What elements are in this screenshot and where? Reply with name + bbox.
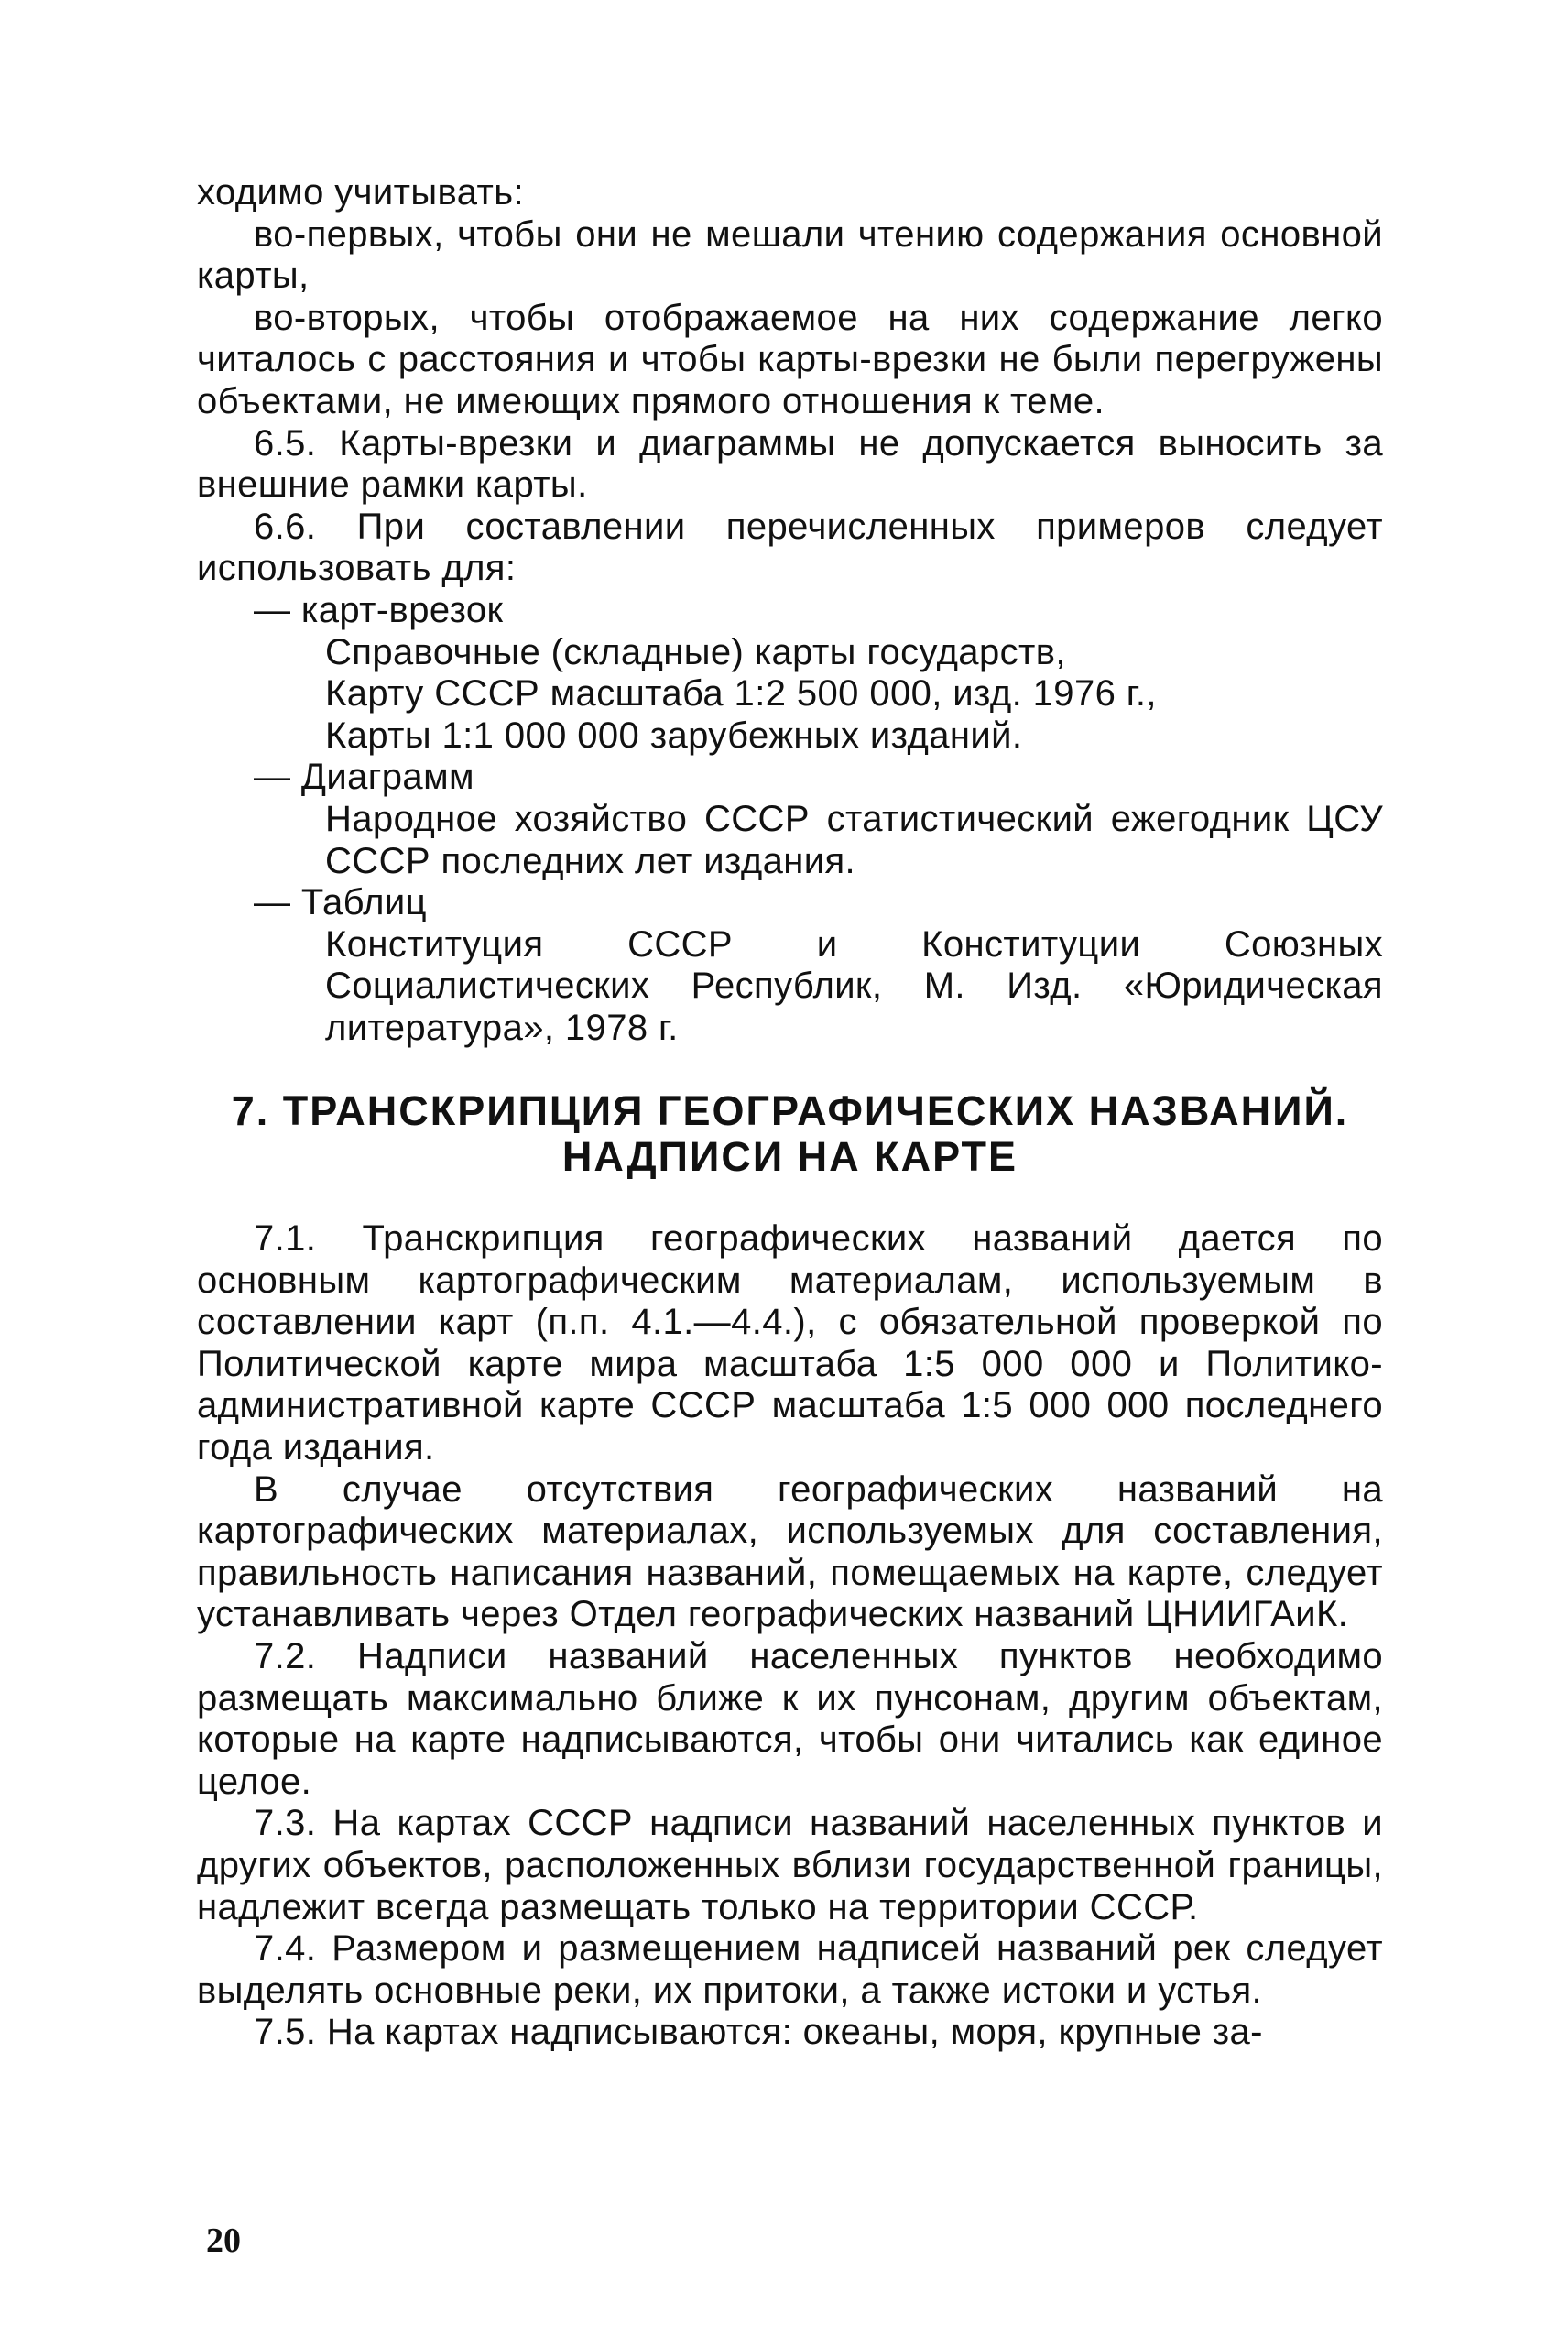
paragraph-7-2: 7.2. Надписи названий населенных пунктов необходимо размещать максимально ближе к их пунсонам, другим объектам, которые на карте надписываются, чтобы они читались как единое целое. (197, 1635, 1383, 1802)
list-item-foreign-maps: Карты 1:1 000 000 зарубежных изданий. (325, 715, 1023, 756)
list-item-constitution: Конституция СССР и Конституции Союзных Социалистических Республик, М. Изд. «Юридическая литература», 1978 г. (325, 923, 1383, 1048)
page-number: 20 (206, 2221, 241, 2260)
paragraph-7-3: 7.3. На картах СССР надписи названий населенных пунктов и других объектов, расположенных вблизи государственной границы, надлежит всегда размещать только на территории СССР. (197, 1803, 1383, 1927)
paragraph-7-1-continued: В случае отсутствия географических названий на картографических материалах, используемых для составления, правильность написания названий, помещаемых на карте, следует устанавливать через Отдел географических названий ЦНИИГАиК. (197, 1468, 1383, 1635)
continuation-line: ходимо учитывать: (197, 172, 524, 213)
paragraph-7-4: 7.4. Размером и размещением надписей названий рек следует выделять основные реки, их притоки, а также истоки и устья. (197, 1928, 1383, 2011)
list-dash-inset-maps: — карт-врезок (254, 589, 504, 630)
section-6-text (197, 172, 1383, 1049)
list-item-ussr-map: Карту СССР масштаба 1:2 500 000, изд. 1976 г., (325, 673, 1157, 715)
list-dash-diagrams: — Диаграмм (254, 757, 474, 798)
heading-line-1: 7. ТРАНСКРИПЦИЯ ГЕОГРАФИЧЕСКИХ НАЗВАНИЙ. (231, 1087, 1349, 1134)
paragraph-first-point: во-первых, чтобы они не мешали чтению содержания основной карты, (197, 213, 1383, 297)
section-7-text (197, 1218, 1383, 2054)
paragraph-6-6: 6.6. При составлении перечисленных примеров следует использовать для: (197, 506, 1383, 589)
paragraph-second-point: во-вторых, чтобы отображаемое на них содержание легко читалось с расстояния и чтобы карты-врезки не были перегружены объектами, не имеющих прямого отношения к теме. (197, 297, 1383, 421)
section-7-heading (197, 1088, 1383, 1180)
list-dash-tables: — Таблиц (254, 882, 427, 923)
paragraph-6-5: 6.5. Карты-врезки и диаграммы не допускается выносить за внешние рамки карты. (197, 422, 1383, 506)
paragraph-7-1: 7.1. Транскрипция географических названий дается по основным картографическим материалам, используемым в составлении карт (п.п. 4.1.—4.4.), с обязательной проверкой по Политической карте мира масштаба 1:5 000 000 и Политико-административной карте СССР масштаба 1:5 000 000 последнего года издания. (197, 1218, 1383, 1468)
list-item-reference-maps: Справочные (складные) карты государств, (325, 631, 1066, 672)
heading-line-2: НАДПИСИ НА КАРТЕ (561, 1133, 1018, 1180)
paragraph-7-5: 7.5. На картах надписываются: океаны, моря, крупные за- (254, 2012, 1263, 2053)
list-item-statistical-yearbook: Народное хозяйство СССР статистический ежегодник ЦСУ СССР последних лет издания. (325, 798, 1383, 881)
